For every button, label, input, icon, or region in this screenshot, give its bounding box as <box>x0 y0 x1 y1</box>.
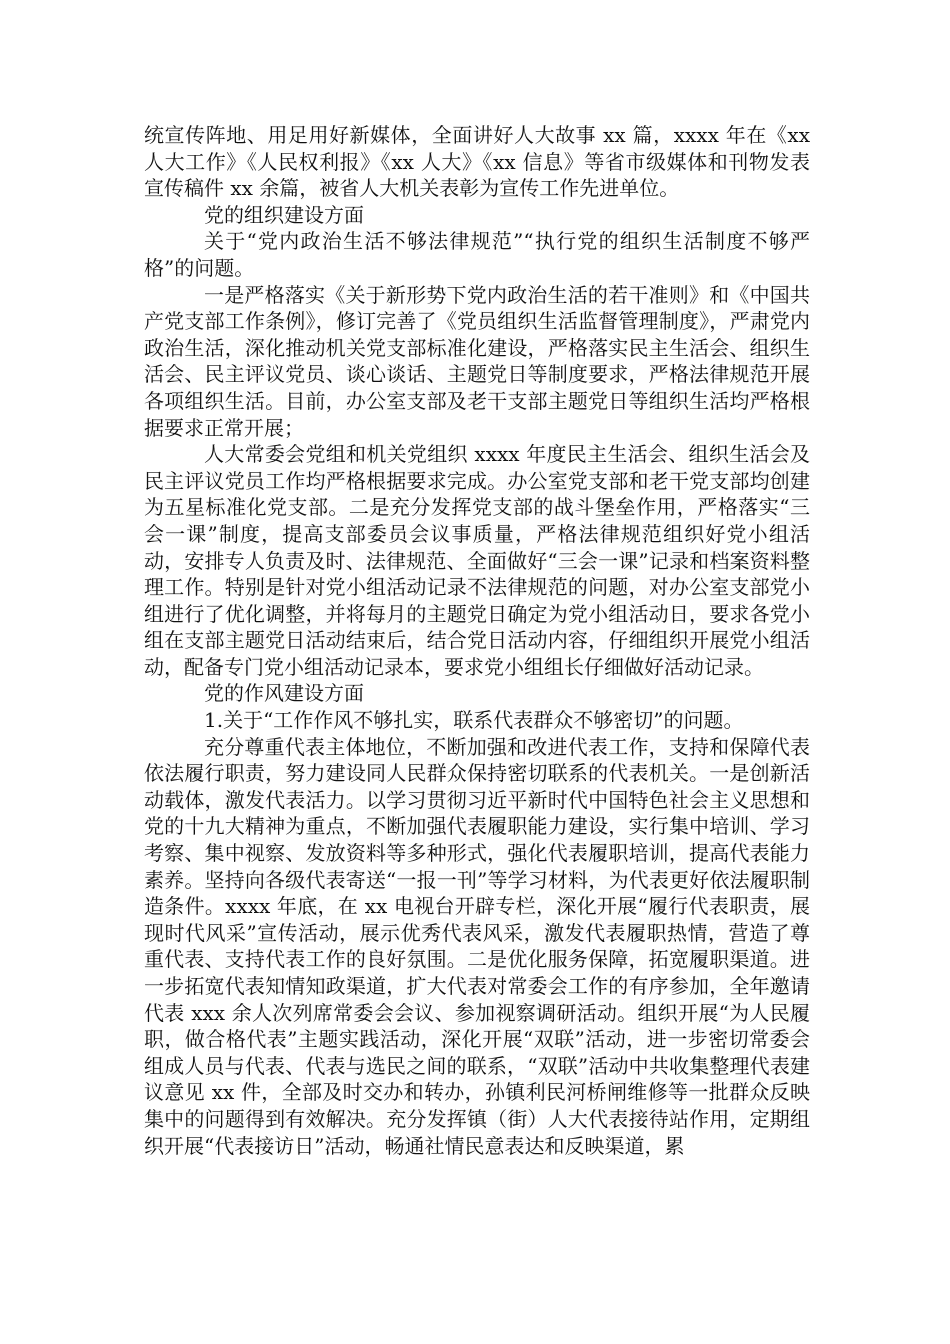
document-page <box>144 122 810 1159</box>
issue-title-organization: 关于“党内政治生活不够法律规范”“执行党的组织生活制度不够严格”的问题。 <box>144 229 810 280</box>
paragraph-organization-1: 一是严格落实《关于新形势下党内政治生活的若干准则》和《中国共产党支部工作条例》，修订完善了《党员组织生活监督管理制度》，严肃党内政治生活，深化推动机关党支部标准化建设，严格落实民主生活会、组织生活会、民主评议党员、谈心谈话、主题党日等制度要求，严格法律规范开展各项组织生活。目前，办公室支部及老干支部主题党日等组织生活均严格根据要求正常开展； <box>144 282 810 440</box>
section-heading-organization: 党的组织建设方面 <box>204 202 364 227</box>
paragraph-organization-2: 人大常委会党组和机关党组织 xxxx 年度民主生活会、组织生活会及民主评议党员工作均严格根据要求完成。办公室党支部和老干党支部均创建为五星标准化党支部。二是充分发挥党支部的战斗堡垒作用，严格落实“三会一课”制度，提高支部委员会议事质量，严格法律规范组织好党小组活动，安排专人负责及时、法律规范、全面做好“三会一课”记录和档案资料整理工作。特别是针对党小组活动记录不法律规范的问题，对办公室支部党小组进行了优化调整，并将每月的主题党日确定为党小组活动日，要求各党小组在支部主题党日活动结束后，结合党日活动内容，仔细组织开展党小组活动，配备专门党小组活动记录本，要求党小组组长仔细做好活动记录。 <box>144 442 810 679</box>
section-heading-style: 党的作风建设方面 <box>204 681 364 706</box>
paragraph-continued: 统宣传阵地、用足用好新媒体，全面讲好人大故事 xx 篇，xxxx 年在《xx 人大工作》《人民权利报》《xx 人大》《xx 信息》等省市级媒体和刊物发表宣传稿件 xx 余篇，被省人大机关表彰为宣传工作先进单位。 <box>144 123 810 201</box>
paragraph-style-1: 充分尊重代表主体地位，不断加强和改进代表工作，支持和保障代表依法履行职责，努力建设同人民群众保持密切联系的代表机关。一是创新活动载体，激发代表活力。以学习贯彻习近平新时代中国特色社会主义思想和党的十九大精神为重点，不断加强代表履职能力建设，实行集中培训、学习考察、集中视察、发放资料等多种形式，强化代表履职培训，提高代表能力素养。坚持向各级代表寄送“一报一刊”等学习材料，为代表更好依法履职制造条件。xxxx 年底，在 xx 电视台开辟专栏，深化开展“履行代表职责，展现时代风采”宣传活动，展示优秀代表风采，激发代表履职热情，营造了尊重代表、支持代表工作的良好氛围。二是优化服务保障，拓宽履职渠道。进一步拓宽代表知情知政渠道，扩大代表对常委会工作的有序参加，全年邀请代表 xxx 余人次列席常委会会议、参加视察调研活动。组织开展“为人民履职，做合格代表”主题实践活动，深化开展“双联”活动，进一步密切常委会组成人员与代表、代表与选民之间的联系，“双联”活动中共收集整理代表建议意见 xx 件，全部及时交办和转办，孙镇利民河桥闸维修等一批群众反映集中的问题得到有效解决。充分发挥镇（街）人大代表接待站作用，定期组织开展“代表接访日”活动，畅通社情民意表达和反映渠道，累 <box>144 734 810 1158</box>
issue-title-style: 1.关于“工作作风不够扎实，联系代表群众不够密切”的问题。 <box>204 708 744 733</box>
